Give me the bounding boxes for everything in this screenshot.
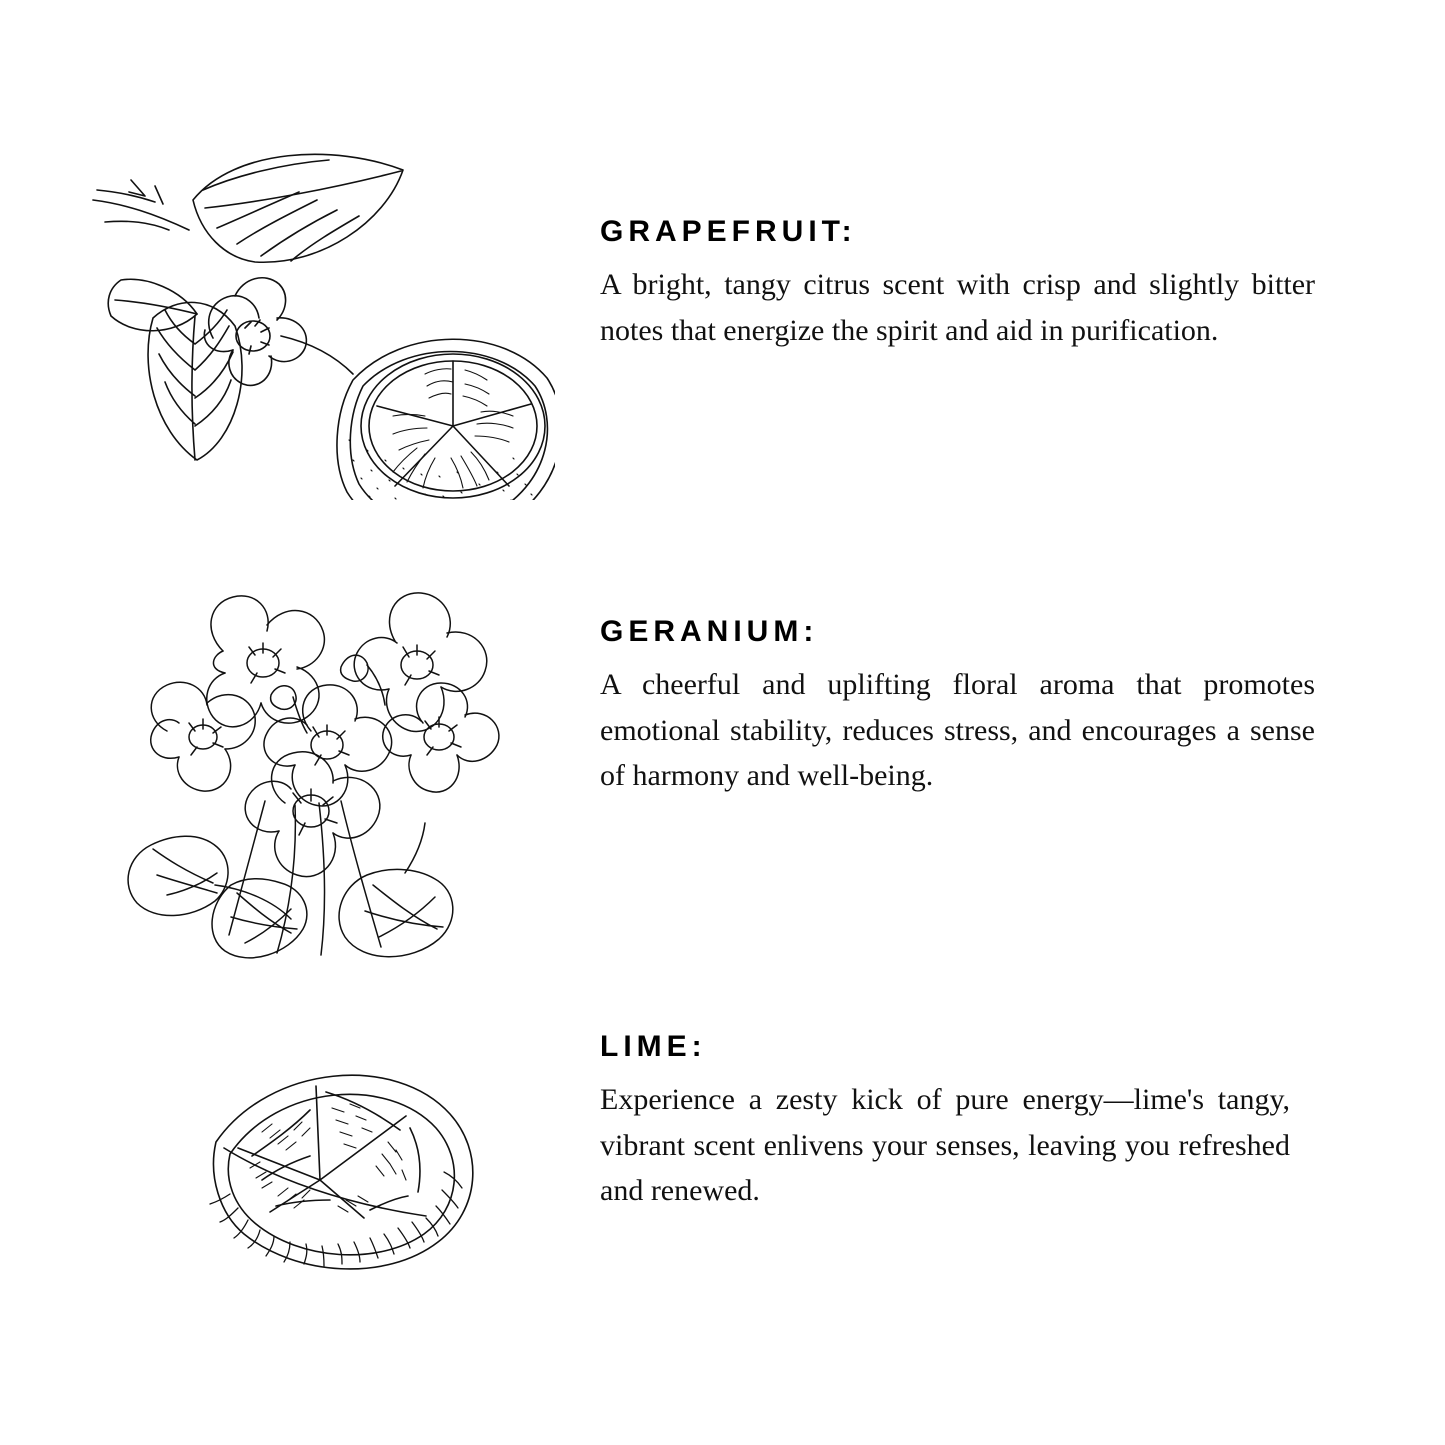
geranium-text: [580, 555, 1390, 799]
ingredient-title: GERANIUM:: [600, 615, 819, 648]
grapefruit-text: [580, 130, 1390, 353]
geranium-illustration: [60, 555, 580, 965]
ingredient-title: GRAPEFRUIT:: [600, 215, 857, 248]
ingredient-row: [60, 130, 1390, 500]
grapefruit-illustration: [60, 130, 580, 500]
ingredient-row: [60, 1020, 1390, 1300]
ingredient-description: A bright, tangy citrus scent with crisp and slightly bitter notes that energize the spirit and aid in purification.: [600, 268, 1315, 347]
ingredient-description: Experience a zesty kick of pure energy—lime's tangy, vibrant scent enlivens your senses, leaving you refreshed and renewed.: [600, 1083, 1290, 1208]
ingredient-row: [60, 555, 1390, 965]
ingredient-description: A cheerful and uplifting floral aroma that promotes emotional stability, reduces stress, and encourages a sense of harmony and well-being.: [600, 668, 1315, 793]
lime-illustration: [60, 1020, 580, 1300]
ingredient-title: LIME:: [600, 1030, 707, 1063]
lime-text: [580, 1020, 1390, 1214]
